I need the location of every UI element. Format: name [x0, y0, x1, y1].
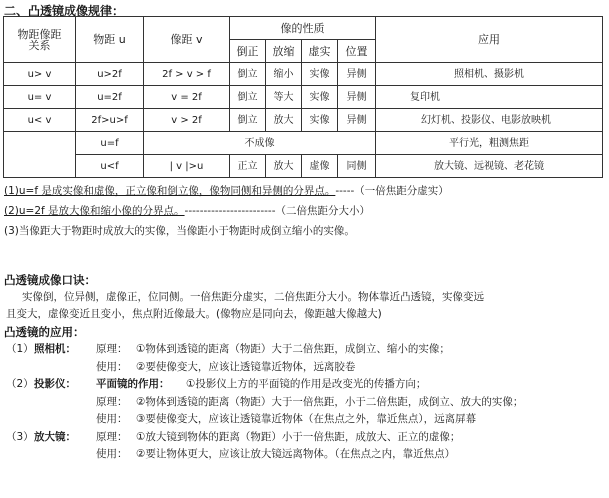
header-relation: 物距像距 关系 — [4, 17, 76, 63]
cell-real-virtual: 实像 — [302, 63, 338, 86]
rhyme-line: 实像倒，位异侧，虚像正，位同侧。一倍焦距分虚实，二倍焦距分大小。物体靠近凸透镜，实像变远 — [22, 291, 484, 303]
header-application: 应用 — [376, 17, 603, 63]
cell-orientation: 正立 — [230, 155, 266, 178]
header-image-distance: 像距 v — [144, 17, 230, 63]
cell-relation — [4, 132, 76, 178]
cell-size: 放大 — [266, 109, 302, 132]
header-object-distance: 物距 u — [76, 17, 144, 63]
rhyme-heading: 凸透镜成像口诀： — [4, 273, 96, 287]
cell-size: 缩小 — [266, 63, 302, 86]
application-item: 原理： ②物体到透镜的距离（物距）大于一倍焦距，小于二倍焦距，成倒立、放大的实像； — [96, 395, 524, 408]
note-line: (2)u=2f 是放大像和缩小像的分界点。------------------------（二倍焦距分大小） — [4, 205, 370, 217]
table-row — [4, 86, 603, 109]
cell-v: v > 2f — [144, 109, 230, 132]
application-item: （2）投影仪： 平面镜的作用： ①投影仪上方的平面镜的作用是改变光的传播方向； — [6, 378, 427, 390]
note-line: (3)当像距大于物距时成放大的实像，当像距小于物距时成倒立缩小的实像。 — [4, 225, 355, 237]
header-real-virtual: 虚实 — [302, 40, 338, 63]
cell-position: 异侧 — [338, 63, 376, 86]
cell-no-image: 不成像 — [144, 132, 376, 155]
table-row — [4, 63, 603, 86]
note-line: (1)u=f 是成实像和虚像，正立像和倒立像，像物同侧和异侧的分界点。-----（一倍焦距分虚实） — [4, 185, 449, 197]
cell-relation: u< v — [4, 109, 76, 132]
table-row — [4, 155, 603, 178]
application-item: 使用： ②要让物体更大，应该让放大镜远离物体。（在焦点之内，靠近焦点） — [96, 448, 456, 460]
table-row — [4, 109, 603, 132]
cell-position: 异侧 — [338, 109, 376, 132]
cell-position: 同侧 — [338, 155, 376, 178]
cell-application: 平行光，粗测焦距 — [376, 132, 603, 155]
header-orientation: 倒正 — [230, 40, 266, 63]
cell-application: 照相机、摄影机 — [376, 63, 603, 86]
application-item: （3）放大镜： 原理： ①放大镜到物体的距离（物距）小于一倍焦距，成放大、正立的虚像； — [6, 430, 461, 443]
header-position: 位置 — [338, 40, 376, 63]
cell-v: | v |>u — [144, 155, 230, 178]
applications-heading: 凸透镜的应用： — [4, 325, 85, 339]
cell-u: u=f — [76, 132, 144, 155]
application-item: 使用： ②要使像变大，应该让透镜靠近物体，远离胶卷 — [96, 360, 356, 373]
application-item: （1）照相机： 原理： ①物体到透镜的距离（物距）大于二倍焦距，成倒立、缩小的实像； — [6, 343, 450, 355]
cell-real-virtual: 实像 — [302, 86, 338, 109]
cell-application: 放大镜、远视镜、老花镜 — [376, 155, 603, 178]
cell-orientation: 倒立 — [230, 63, 266, 86]
rhyme-line: 且变大，虚像变近且变小，焦点附近像最大。(像物应是同向去，像距越大像越大) — [6, 308, 382, 320]
cell-size: 等大 — [266, 86, 302, 109]
cell-v: v = 2f — [144, 86, 230, 109]
cell-position: 异侧 — [338, 86, 376, 109]
cell-real-virtual: 实像 — [302, 109, 338, 132]
cell-u: 2f>u>f — [76, 109, 144, 132]
cell-u: u=2f — [76, 86, 144, 109]
cell-u: u>2f — [76, 63, 144, 86]
cell-application: 幻灯机、投影仪、电影放映机 — [376, 109, 603, 132]
cell-relation: u> v — [4, 63, 76, 86]
section-title: 二、凸透镜成像规律： — [4, 4, 125, 18]
cell-relation: u= v — [4, 86, 76, 109]
rhyme-and-applications — [4, 272, 604, 464]
cell-orientation: 倒立 — [230, 109, 266, 132]
cell-size: 放大 — [266, 155, 302, 178]
cell-u: u<f — [76, 155, 144, 178]
notes-block — [4, 181, 604, 241]
header-image-nature: 像的性质 — [230, 17, 376, 40]
cell-application: 复印机 — [376, 86, 603, 109]
application-item: 使用： ③要使像变大，应该让透镜靠近物体（在焦点之外，靠近焦点），远离屏幕 — [96, 413, 477, 425]
cell-orientation: 倒立 — [230, 86, 266, 109]
cell-v: 2f > v > f — [144, 63, 230, 86]
imaging-rules-table — [3, 16, 603, 178]
cell-real-virtual: 虚像 — [302, 155, 338, 178]
table-row — [4, 132, 603, 155]
header-size: 放缩 — [266, 40, 302, 63]
